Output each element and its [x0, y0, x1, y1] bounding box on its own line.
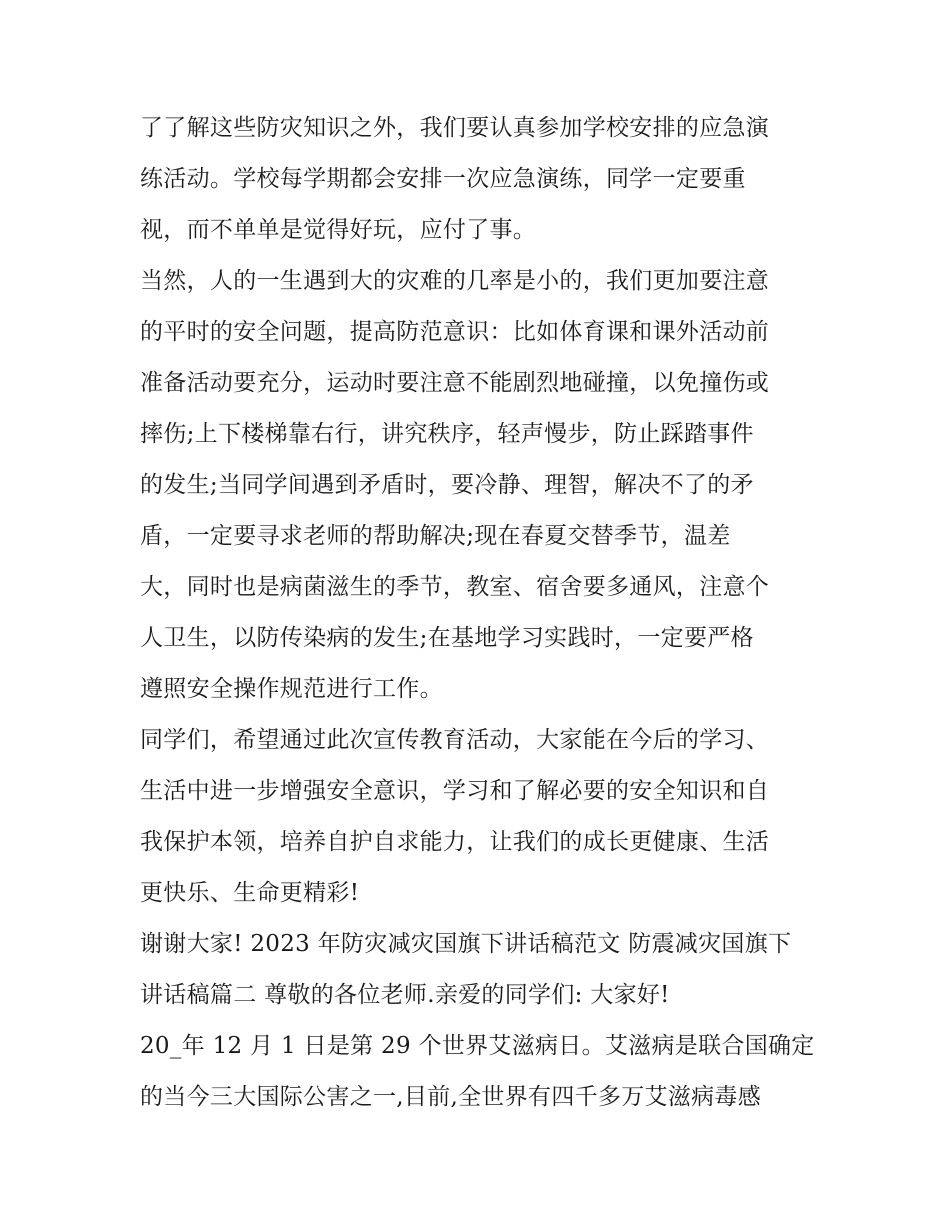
text-line: 的平时的安全问题，提高防范意识：比如体育课和课外活动前 — [140, 319, 770, 345]
text-line: 当然，人的一生遇到大的灾难的几率是小的，我们更加要注意 — [140, 268, 770, 294]
text-line: 生活中进一步增强安全意识，学习和了解必要的安全知识和自 — [140, 778, 770, 804]
text-line: 的当今三大国际公害之一,目前,全世界有四千多万艾滋病毒感 — [140, 1084, 762, 1110]
text-line: 练活动。学校每学期都会安排一次应急演练，同学一定要重 — [140, 166, 746, 192]
text-line: 讲话稿篇二 尊敬的各位老师.亲爱的同学们: 大家好! — [140, 982, 670, 1008]
text-line: 大，同时也是病菌滋生的季节，教室、宿舍要多通风，注意个 — [140, 574, 770, 600]
text-line: 20_年 12 月 1 日是第 29 个世界艾滋病日。艾滋病是联合国确定 — [140, 1033, 815, 1059]
text-line: 准备活动要充分，运动时要注意不能剧烈地碰撞，以免撞伤或 — [140, 370, 770, 396]
text-line: 遵照安全操作规范进行工作。 — [140, 676, 443, 702]
text-line: 了了解这些防灾知识之外，我们要认真参加学校安排的应急演 — [140, 115, 770, 141]
text-line: 摔伤;上下楼梯靠右行，讲究秩序，轻声慢步，防止踩踏事件 — [140, 421, 754, 447]
text-line: 谢谢大家! 2023 年防灾减灾国旗下讲话稿范文 防震减灾国旗下 — [140, 931, 792, 957]
text-line: 盾，一定要寻求老师的帮助解决;现在春夏交替季节，温差 — [140, 523, 731, 549]
text-line: 的发生;当同学间遇到矛盾时，要冷静、理智，解决不了的矛 — [140, 472, 754, 498]
document-body — [140, 103, 820, 1123]
text-line: 视，而不单单是觉得好玩，应付了事。 — [140, 217, 537, 243]
text-line: 人卫生，以防传染病的发生;在基地学习实践时，一定要严格 — [140, 625, 754, 651]
text-line: 我保护本领，培养自护自求能力，让我们的成长更健康、生活 — [140, 829, 770, 855]
text-line: 同学们，希望通过此次宣传教育活动，大家能在今后的学习、 — [140, 727, 770, 753]
text-line: 更快乐、生命更精彩! — [140, 880, 360, 906]
